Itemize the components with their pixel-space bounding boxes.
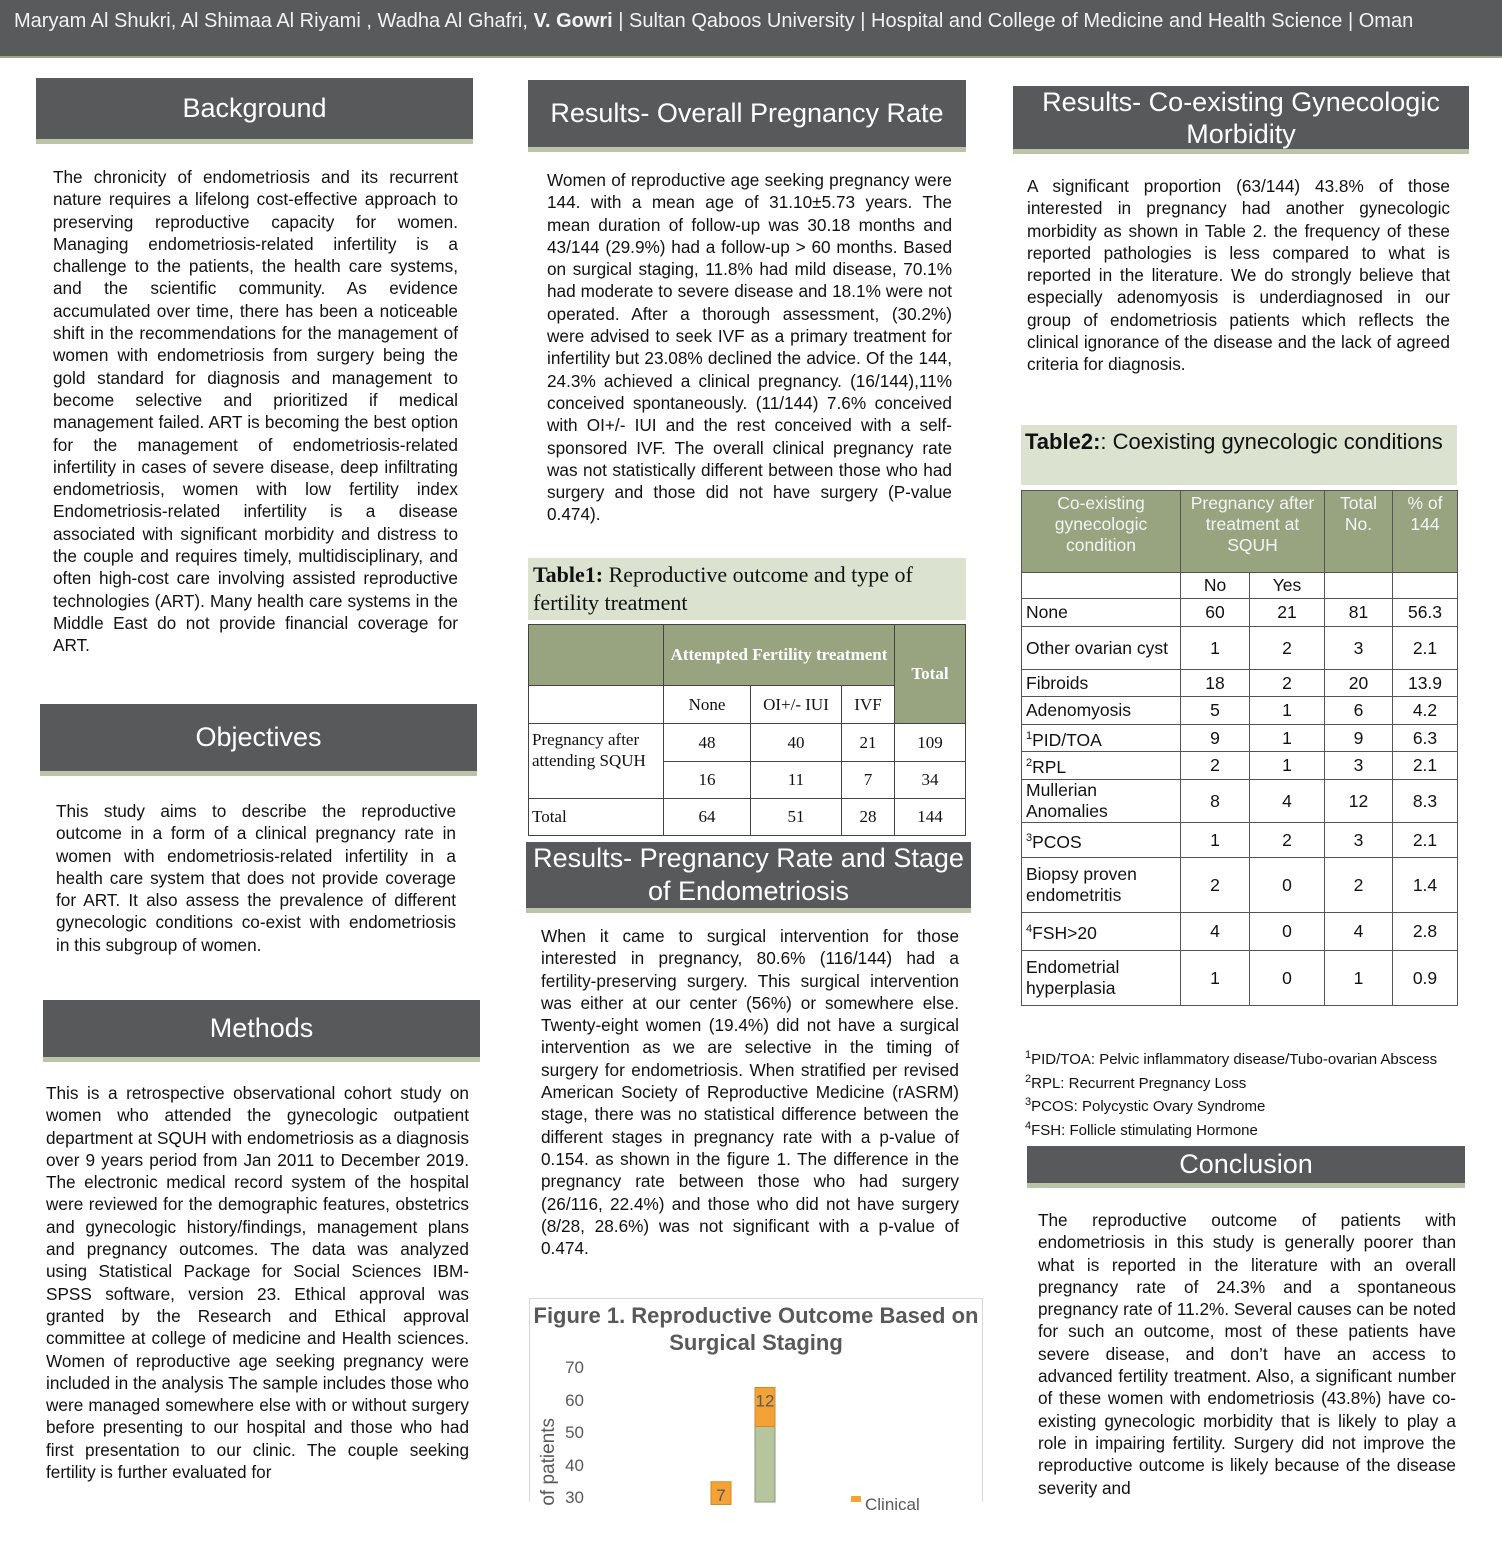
y-tick: 70 (565, 1358, 584, 1377)
table2-cell-pct: 0.9 (1393, 951, 1458, 1006)
condition-name: Biopsy proven endometritis (1026, 864, 1137, 905)
table1-total-header: Total (895, 625, 966, 724)
table1-col-ivf: IVF (842, 686, 895, 724)
table2-condition-cell (1022, 599, 1181, 627)
table1-caption-text: Reproductive outcome and type of fertility treatment (533, 562, 913, 615)
y-tick: 50 (565, 1423, 584, 1442)
condition-name: FSH>20 (1032, 922, 1097, 943)
table2-row (1022, 823, 1458, 858)
table2-cell-pct: 13.9 (1393, 670, 1458, 697)
table2-row (1022, 725, 1458, 752)
footnote-text: RPL: Recurrent Pregnancy Loss (1031, 1074, 1247, 1092)
footnote-marker: 4 (1026, 923, 1033, 936)
table2-condition-cell (1022, 858, 1181, 913)
table1-row-label: Pregnancy after attending SQUH (529, 724, 664, 799)
overall-text: Women of reproductive age seeking pregnancy were 144. with a mean age of 31.10±5.73 years. The mean duration of follow-up was 30.18 months and 43/144 (29.9%) had a follow-up > 60 months. Based on surgical staging, 11.8% had mild disease, 70.1% had moderate to severe disease and 18.1% were not operated. After a thorough assessment, (30.2%) were advised to seek IVF as a primary treatment for infertility but 23.08% declined the advice. Of the 144, 24.3% achieved a clinical pregnancy. (16/144),11% conceived spontaneously. (11/144) 7.6% conceived with OI+/- IUI and the rest conceived with a self-sponsored IVF. The overall clinical pregnancy rate was not statistically different between those who had surgery and those did not have surgery (P-value 0.474). (547, 170, 952, 525)
condition-name: Other ovarian cyst (1026, 637, 1168, 658)
table2-cell-no: 18 (1181, 670, 1250, 697)
table2-row (1022, 627, 1458, 670)
table2-cell-yes: 1 (1250, 752, 1325, 780)
table2-cell-no: 1 (1181, 951, 1250, 1006)
footnote-text: PCOS: Polycystic Ovary Syndrome (1031, 1098, 1266, 1116)
table2-cell-pct: 4.2 (1393, 697, 1458, 725)
table1-cell: 109 (895, 724, 966, 762)
table1-corner (529, 625, 664, 686)
table2-condition-cell (1022, 752, 1181, 780)
table2-cell-yes: 2 (1250, 627, 1325, 670)
footnote-marker: 1 (1026, 729, 1033, 742)
table1-cell: 21 (842, 724, 895, 762)
overall-heading: Results- Overall Pregnancy Rate (528, 80, 966, 152)
footnote-marker: 2 (1026, 757, 1033, 770)
table2-cell-yes: 4 (1250, 780, 1325, 823)
table2-cell-no: 9 (1181, 725, 1250, 752)
table1-cell: 16 (664, 762, 751, 799)
footnote (1025, 1046, 1437, 1070)
table2-condition-cell (1022, 670, 1181, 697)
table2-footnotes (1025, 1046, 1437, 1140)
y-tick: 40 (565, 1456, 584, 1475)
table2-cell-total: 3 (1325, 627, 1393, 670)
condition-name: RPL (1032, 756, 1067, 777)
table2-cell-yes: 2 (1250, 823, 1325, 858)
table2-cell-total: 20 (1325, 670, 1393, 697)
author-line (14, 10, 1413, 33)
table1-cell: 11 (751, 762, 842, 799)
table2-cell-yes: 0 (1250, 913, 1325, 951)
legend-swatch (851, 1496, 861, 1502)
footnote-text: PID/TOA: Pelvic inflammatory disease/Tubo-ovarian Abscess (1031, 1051, 1438, 1068)
table2-cell-no: 1 (1181, 823, 1250, 858)
table1-total-cell: 28 (842, 799, 895, 836)
table2-condition-cell (1022, 627, 1181, 670)
footnote-text: FSH: Follicle stimulating Hormone (1031, 1121, 1258, 1139)
table2-cell-no: 60 (1181, 599, 1250, 627)
table2-cell-yes: 2 (1250, 670, 1325, 697)
table2-caption-text: : Coexisting gynecologic conditions (1100, 429, 1443, 454)
table1-cell: 34 (895, 762, 966, 799)
table2-row (1022, 780, 1458, 823)
y-axis-label: of patients (538, 1418, 559, 1506)
footnote-number: 3 (1025, 1096, 1032, 1109)
bar-other (755, 1427, 775, 1503)
stage-text: When it came to surgical intervention for those interested in pregnancy, 80.6% (116/144) had a fertility-preserving surgery. This surgical intervention was either at our center (56%) or somewhere else. Twenty-eight women (19.4%) did not have a surgical intervention as we are selective in the timing of surgery for endometriosis. When stratified per revised American Society of Reproductive Medicine (rASRM) stage, there was no statistical difference between the different stages in pregnancy rate with a p-value of 0.154. as shown in the figure 1. The difference in the pregnancy rate between those who had surgery (26/116, 22.4%) and those who did not have surgery (8/28, 28.6%) was not significant with a p-value of 0.474. (541, 926, 959, 1259)
table1-group-header: Attempted Fertility treatment (664, 625, 895, 686)
table2-cell-pct: 8.3 (1393, 780, 1458, 823)
table2-header-total: Total No. (1325, 491, 1393, 573)
table2-cell-pct: 1.4 (1393, 858, 1458, 913)
condition-name: PCOS (1032, 831, 1082, 852)
lead-author: V. Gowri (533, 10, 613, 32)
y-tick: 60 (565, 1391, 584, 1410)
table2-cell-yes: 21 (1250, 599, 1325, 627)
table2-sub-no: No (1181, 573, 1250, 599)
table1-total-cell: 144 (895, 799, 966, 836)
table1 (528, 624, 966, 836)
table2-cell-no: 1 (1181, 627, 1250, 670)
footnote (1025, 1117, 1437, 1141)
condition-name: PID/TOA (1032, 729, 1102, 750)
coexist-text: A significant proportion (63/144) 43.8% of those interested in pregnancy had another gynecologic morbidity as shown in Table 2. the frequency of these reported pathologies is less compared to what is reported in the literature. We do strongly believe that especially adenomyosis is underdiagnosed in our group of endometriosis patients which reflects the clinical ignorance of the disease and the lack of agreed criteria for diagnosis. (1027, 176, 1450, 375)
condition-name: Endometrial hyperplasia (1026, 957, 1120, 998)
table2-cell-total: 3 (1325, 752, 1393, 780)
table1-col-none: None (664, 686, 751, 724)
bar-data-label: 12 (755, 1391, 775, 1411)
table2-caption-label: Table2: (1025, 429, 1101, 454)
table2-cell-no: 8 (1181, 780, 1250, 823)
table1-blank (529, 686, 664, 724)
table2-blank (1325, 573, 1393, 599)
conclusion-text: The reproductive outcome of patients with endometriosis in this study is generally poorer than what is reported in the literature with an overall pregnancy rate of 24.3% and a spontaneous pregnancy rate of 11.2%. Several causes can be noted for such an outcome, most of these patients have severe disease, and don’t have an access to advanced fertility treatment. Also, a significant number of these women with endometriosis (43.8%) have co-existing gynecologic morbidity that is likely to play a role in impairing fertility. Surgery did not improve the reproductive outcome is likely because of the disease severity and (1038, 1210, 1456, 1498)
table2-cell-no: 4 (1181, 913, 1250, 951)
table2-cell-yes: 1 (1250, 725, 1325, 752)
table2-cell-yes: 0 (1250, 858, 1325, 913)
table2-cell-total: 3 (1325, 823, 1393, 858)
table2-blank (1393, 573, 1458, 599)
condition-name: Adenomyosis (1026, 700, 1132, 720)
table1-cell: 40 (751, 724, 842, 762)
stage-heading: Results- Pregnancy Rate and Stage of Endometriosis (526, 842, 971, 913)
table1-total-cell: 51 (751, 799, 842, 836)
figure1-title: Figure 1. Reproductive Outcome Based on Surgical Staging (533, 1303, 979, 1355)
footnote (1025, 1070, 1437, 1094)
table1-total-cell: 64 (664, 799, 751, 836)
table2-cell-no: 2 (1181, 752, 1250, 780)
footnote-marker: 3 (1026, 831, 1033, 844)
table2-row (1022, 599, 1458, 627)
table2-cell-no: 2 (1181, 858, 1250, 913)
table2-header-pct: % of 144 (1393, 491, 1458, 573)
condition-name: None (1026, 602, 1068, 622)
figure1-chart (529, 1298, 983, 1514)
table1-cell: 7 (842, 762, 895, 799)
table2-cell-pct: 2.1 (1393, 823, 1458, 858)
table2-header-condition: Co-existing gynecologic condition (1022, 491, 1181, 573)
coexist-heading: Results- Co-existing Gynecologic Morbidity (1013, 86, 1469, 154)
table1-col-oi: OI+/- IUI (751, 686, 842, 724)
table2-condition-cell (1022, 951, 1181, 1006)
table2-blank (1022, 573, 1181, 599)
table2-row (1022, 752, 1458, 780)
affiliation: | Sultan Qaboos University | Hospital and College of Medicine and Health Science | Oman (612, 10, 1414, 32)
footnote-number: 4 (1025, 1119, 1032, 1132)
table2-cell-yes: 1 (1250, 697, 1325, 725)
table2-condition-cell (1022, 697, 1181, 725)
table2-cell-total: 4 (1325, 913, 1393, 951)
table2-cell-pct: 2.8 (1393, 913, 1458, 951)
table1-caption (528, 558, 966, 620)
condition-name: Fibroids (1026, 672, 1089, 693)
background-heading: Background (36, 78, 473, 144)
table2-cell-no: 5 (1181, 697, 1250, 725)
table1-caption-label: Table1: (533, 562, 604, 587)
table2-cell-total: 12 (1325, 780, 1393, 823)
table2-header-pregnancy: Pregnancy after treatment at SQUH (1181, 491, 1325, 573)
footnote (1025, 1093, 1437, 1117)
methods-text: This is a retrospective observational cohort study on women who attended the gynecologic outpatient department at SQUH with endometriosis as a diagnosis over 9 years period from Jan 2011 to December 2019. The electronic medical record system of the hospital were reviewed for the demographic features, obstetrics and gynecologic history/findings, management plans and pregnancy outcomes. The data was analyzed using Statistical Package for Social Sciences IBM- SPSS software, version 23. Ethical approval was granted by the Research and Ethical approval committee at college of medicine and Health sciences. Women of reproductive age seeking pregnancy were included in the analysis The sample includes those who were managed somewhere else with or without surgery before presenting to our hospital and those who had first presentation to our clinic. The couple seeking fertility is further evaluated for (46, 1083, 469, 1483)
footnote-number: 2 (1025, 1072, 1032, 1085)
y-tick: 30 (565, 1488, 584, 1507)
table2-cell-pct: 6.3 (1393, 725, 1458, 752)
table2-row (1022, 951, 1458, 1006)
table2-cell-pct: 2.1 (1393, 627, 1458, 670)
footnote-number: 1 (1025, 1049, 1032, 1061)
table2-cell-total: 6 (1325, 697, 1393, 725)
background-text: The chronicity of endometriosis and its recurrent nature requires a lifelong cost-effective approach to preserving reproductive capacity for women. Managing endometriosis-related infertility is a challenge to the patients, the health care systems, and the scientific community. As evidence accumulated over time, there has been a noticeable shift in the recommendations for the management of women with endometriosis from surgery being the gold standard for diagnosis and management to become selective and prioritized if medical management failed. ART is becoming the best option for the management of endometriosis-related infertility in cases of severe disease, deep infiltrating endometriosis, women with low fertility index Endometriosis-related infertility is a disease associated with significant morbidity and distress to the couple and requires timely, multidisciplinary, and often high-cost care involving assisted reproductive technologies (ART). Many health care systems in the Middle East do not provide financial coverage for ART. (53, 167, 458, 656)
condition-name: Mullerian Anomalies (1026, 780, 1108, 821)
table2 (1021, 490, 1458, 1006)
table2-condition-cell (1022, 780, 1181, 823)
table2-caption (1021, 425, 1457, 485)
table2-cell-pct: 56.3 (1393, 599, 1458, 627)
table2-cell-yes: 0 (1250, 951, 1325, 1006)
author-banner (0, 0, 1502, 58)
table1-total-label: Total (529, 799, 664, 836)
table2-cell-total: 2 (1325, 858, 1393, 913)
table2-condition-cell (1022, 823, 1181, 858)
table2-cell-total: 81 (1325, 599, 1393, 627)
table2-row (1022, 858, 1458, 913)
legend-label: Clinical (865, 1495, 920, 1514)
table2-cell-total: 1 (1325, 951, 1393, 1006)
table2-sub-yes: Yes (1250, 573, 1325, 599)
bar-data-label: 7 (716, 1485, 726, 1505)
table1-cell: 48 (664, 724, 751, 762)
table2-cell-total: 9 (1325, 725, 1393, 752)
table2-condition-cell (1022, 725, 1181, 752)
table2-row (1022, 670, 1458, 697)
methods-heading: Methods (43, 1000, 480, 1062)
objectives-text: This study aims to describe the reproductive outcome in a form of a clinical pregnancy rate in women with endometriosis-related infertility in a health care system that does not provide coverage for ART. It also assess the prevalence of different gynecologic conditions co-exist with endometriosis in this subgroup of women. (56, 801, 456, 955)
table2-row (1022, 913, 1458, 951)
table2-row (1022, 697, 1458, 725)
conclusion-heading: Conclusion (1027, 1146, 1465, 1188)
table2-cell-pct: 2.1 (1393, 752, 1458, 780)
objectives-heading: Objectives (40, 704, 477, 776)
authors: Maryam Al Shukri, Al Shimaa Al Riyami , Wadha Al Ghafri, (14, 10, 534, 32)
table2-condition-cell (1022, 913, 1181, 951)
